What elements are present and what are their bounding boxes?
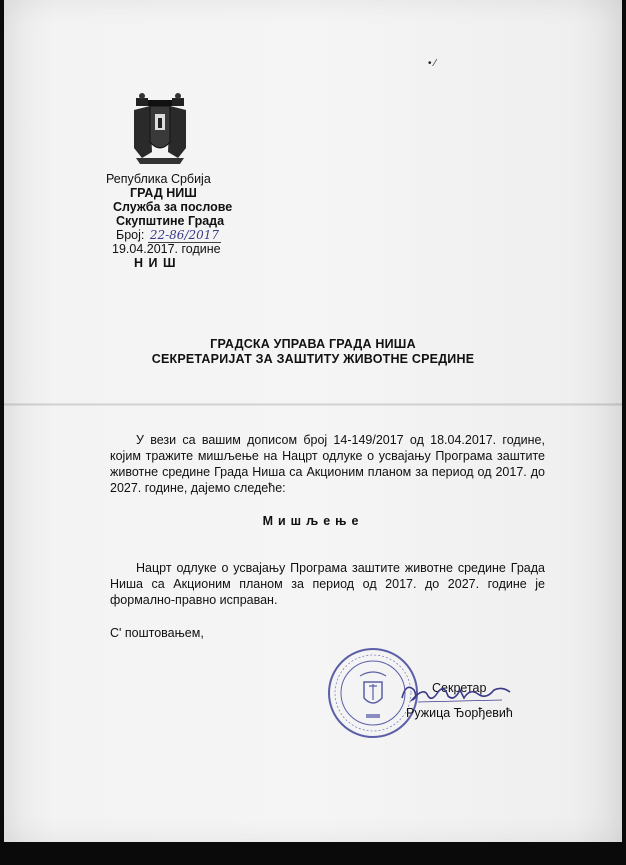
subject-heading: Мишљење bbox=[262, 514, 364, 528]
body-paragraph-1: У вези са вашим дописом број 14-149/2017 од 18.04.2017. године, којим тражите мишљење на Нацрт одлуке о усвајању Програма заштите животне средине Града Ниша са Акционим планом за период од 2017. до 2027. године, дајемо следеће: bbox=[110, 433, 545, 495]
number-label: Број: bbox=[116, 228, 145, 242]
closing-line: С' поштовањем, bbox=[110, 626, 204, 640]
handwritten-signature-icon bbox=[398, 680, 518, 706]
header-city: ГРАД НИШ bbox=[130, 186, 197, 200]
recipient-line1: ГРАДСКА УПРАВА ГРАДА НИША bbox=[210, 337, 416, 351]
signature-name: Ружица Ђорђевић bbox=[406, 706, 513, 720]
body-paragraph-2: Нацрт одлуке о усвајању Програма заштите животне средине Града Ниша са Акционим планом за период од 2017. до 2027. године је формално-правно исправан. bbox=[110, 561, 545, 607]
signature-title: Секретар bbox=[432, 681, 487, 695]
header-number bbox=[116, 228, 221, 243]
header-service-line1: Служба за послове bbox=[113, 200, 233, 214]
header-date: 19.04.2017. године bbox=[112, 242, 221, 256]
header-country: Република Србија bbox=[106, 172, 211, 186]
ink-mark: • ⁄ bbox=[428, 58, 436, 69]
header-service-line2: Скупштине Града bbox=[116, 214, 225, 228]
number-value: 22-86/2017 bbox=[149, 228, 220, 242]
coat-of-arms-icon bbox=[128, 92, 192, 168]
recipient-line2: СЕКРЕТАРИЈАТ ЗА ЗАШТИТУ ЖИВОТНЕ СРЕДИНЕ bbox=[151, 352, 475, 366]
document-page bbox=[4, 0, 622, 842]
header-place: Н И Ш bbox=[134, 256, 177, 270]
paper-fold bbox=[4, 403, 622, 406]
